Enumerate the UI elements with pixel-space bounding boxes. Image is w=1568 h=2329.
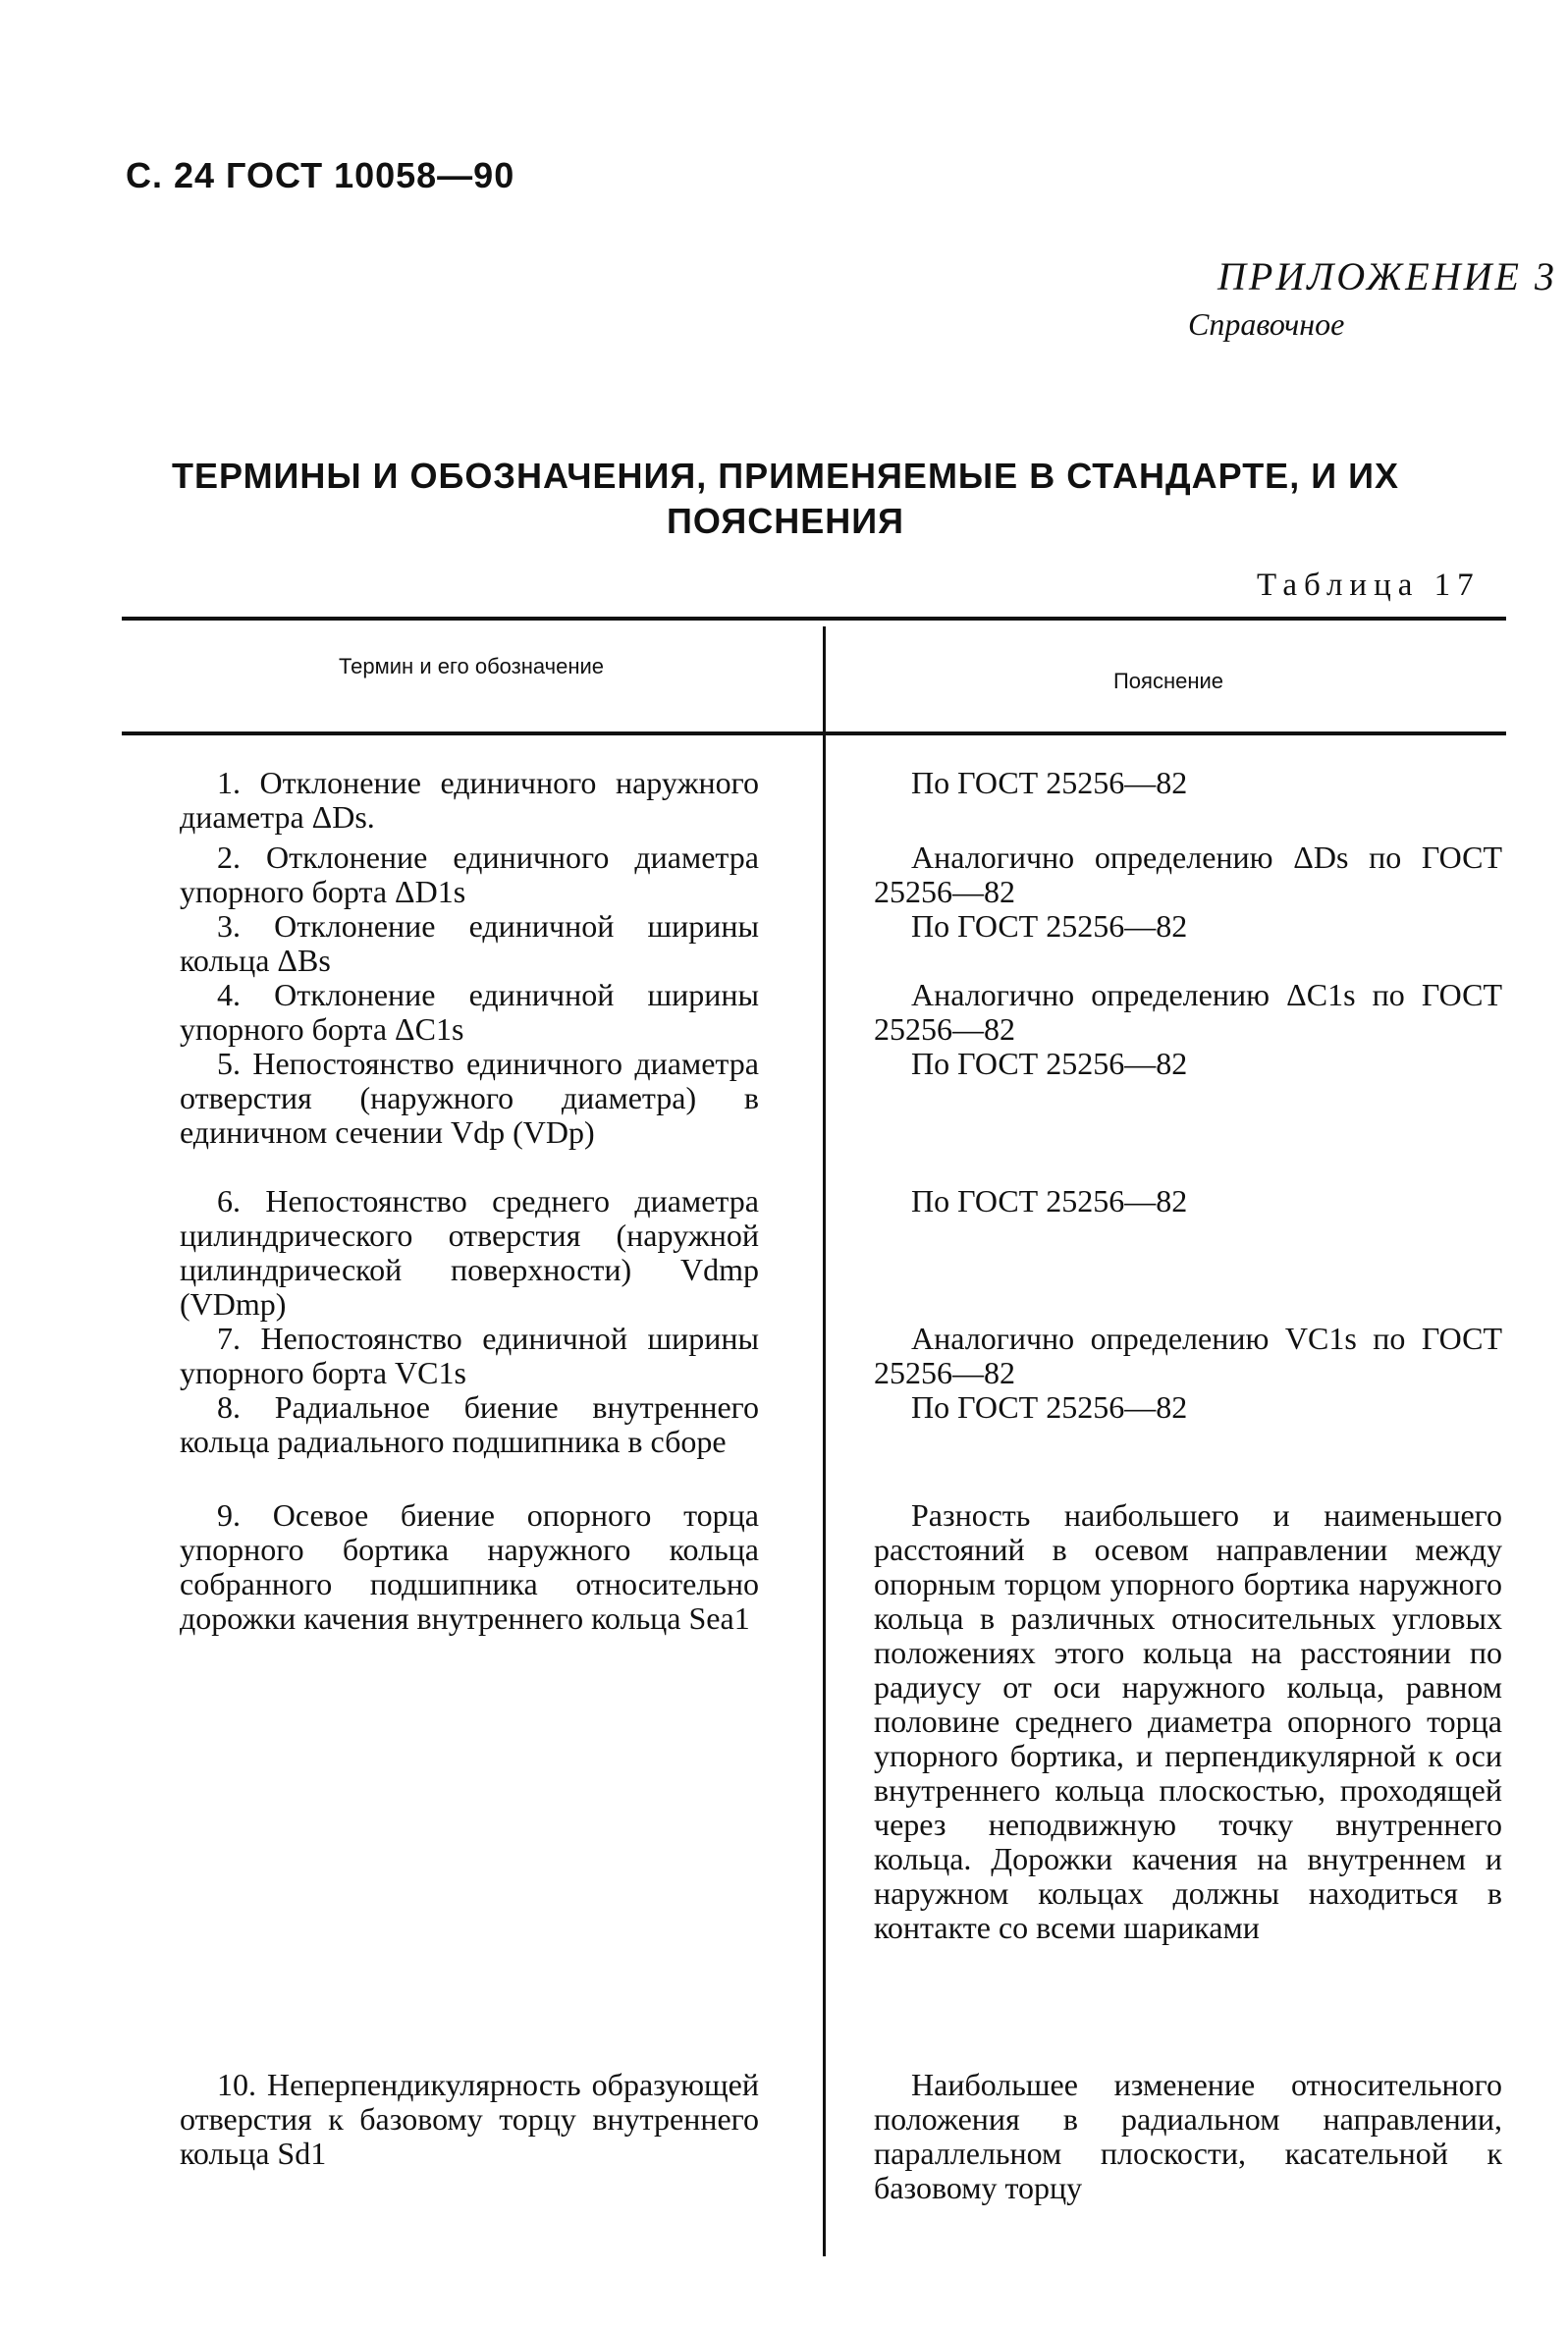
column-header-term: Термин и его обозначение	[338, 654, 605, 678]
table-row-explanation: По ГОСТ 25256—82	[911, 1389, 1188, 1425]
table-row-explanation: Разность наибольшего и наименьшего расстояний в осевом направлении между опорным торцом упорного бортика наружного кольца в различных относительных угловых положениях этого кольца на расстоянии по радиусу от оси наружного кольца, равном половине среднего диаметра опорного торца упорного бортика, и перпендикулярной к оси внутреннего кольца плоскостью, проходящей через неподвижную точку внутреннего кольца. Дорожки качения на внутреннем и наружном кольцах должны находиться в контакте со всеми шариками	[874, 1497, 1502, 1945]
table-row-term: 8. Радиальное биение внутреннего кольца радиального подшипника в сборе	[180, 1389, 759, 1459]
page-header: С. 24 ГОСТ 10058—90	[126, 155, 515, 195]
appendix-type: Справочное	[1188, 306, 1345, 342]
table-row-explanation: По ГОСТ 25256—82	[911, 1046, 1188, 1081]
table-caption: Таблица 17	[1257, 568, 1481, 603]
table-row-term: 6. Непостоянство среднего диаметра цилиндрического отверстия (наружной цилиндрической поверхности) Vdmp (VDmp)	[180, 1183, 759, 1322]
column-divider	[823, 626, 826, 2256]
table-row-explanation: По ГОСТ 25256—82	[911, 765, 1188, 800]
appendix-label: ПРИЛОЖЕНИЕ 3	[1217, 254, 1557, 298]
table-row-explanation: Аналогично определению ΔC1s по ГОСТ 25256—82	[874, 977, 1502, 1047]
document-title: ТЕРМИНЫ И ОБОЗНАЧЕНИЯ, ПРИМЕНЯЕМЫЕ В СТАНДАРТЕ, И ИХ ПОЯСНЕНИЯ	[172, 456, 1399, 541]
table-row-term: 1. Отклонение единичного наружного диаметра ΔDs.	[180, 765, 759, 835]
table-row-explanation: Аналогично определению ΔDs по ГОСТ 25256—82	[874, 840, 1502, 909]
table-row-explanation: По ГОСТ 25256—82	[911, 1183, 1188, 1219]
table-row-explanation: Наибольшее изменение относительного положения в радиальном направлении, параллельном плоскости, касательной к базовому торцу	[874, 2067, 1502, 2205]
column-header-explanation: Пояснение	[1112, 669, 1224, 693]
table-row-term: 9. Осевое биение опорного торца упорного бортика наружного кольца собранного подшипника относительно дорожки качения внутреннего кольца Sea1	[180, 1497, 759, 1636]
table-row-term: 7. Непостоянство единичной ширины упорного борта VC1s	[180, 1321, 759, 1390]
table-row-term: 5. Непостоянство единичного диаметра отверстия (наружного диаметра) в единичном сечении Vdp (VDp)	[180, 1046, 759, 1150]
table-row-term: 2. Отклонение единичного диаметра упорного борта ΔD1s	[180, 840, 759, 909]
table-row-explanation: По ГОСТ 25256—82	[911, 908, 1188, 944]
table-row-term: 10. Неперпендикулярность образующей отверстия к базовому торцу внутреннего кольца Sd1	[180, 2067, 759, 2171]
table-header-rule	[122, 731, 1506, 735]
table-row-term: 3. Отклонение единичной ширины кольца ΔBs	[180, 908, 759, 978]
table-row-explanation: Аналогично определению VC1s по ГОСТ 25256—82	[874, 1321, 1502, 1390]
table-row-term: 4. Отклонение единичной ширины упорного борта ΔC1s	[180, 977, 759, 1047]
table-top-rule	[122, 617, 1506, 621]
